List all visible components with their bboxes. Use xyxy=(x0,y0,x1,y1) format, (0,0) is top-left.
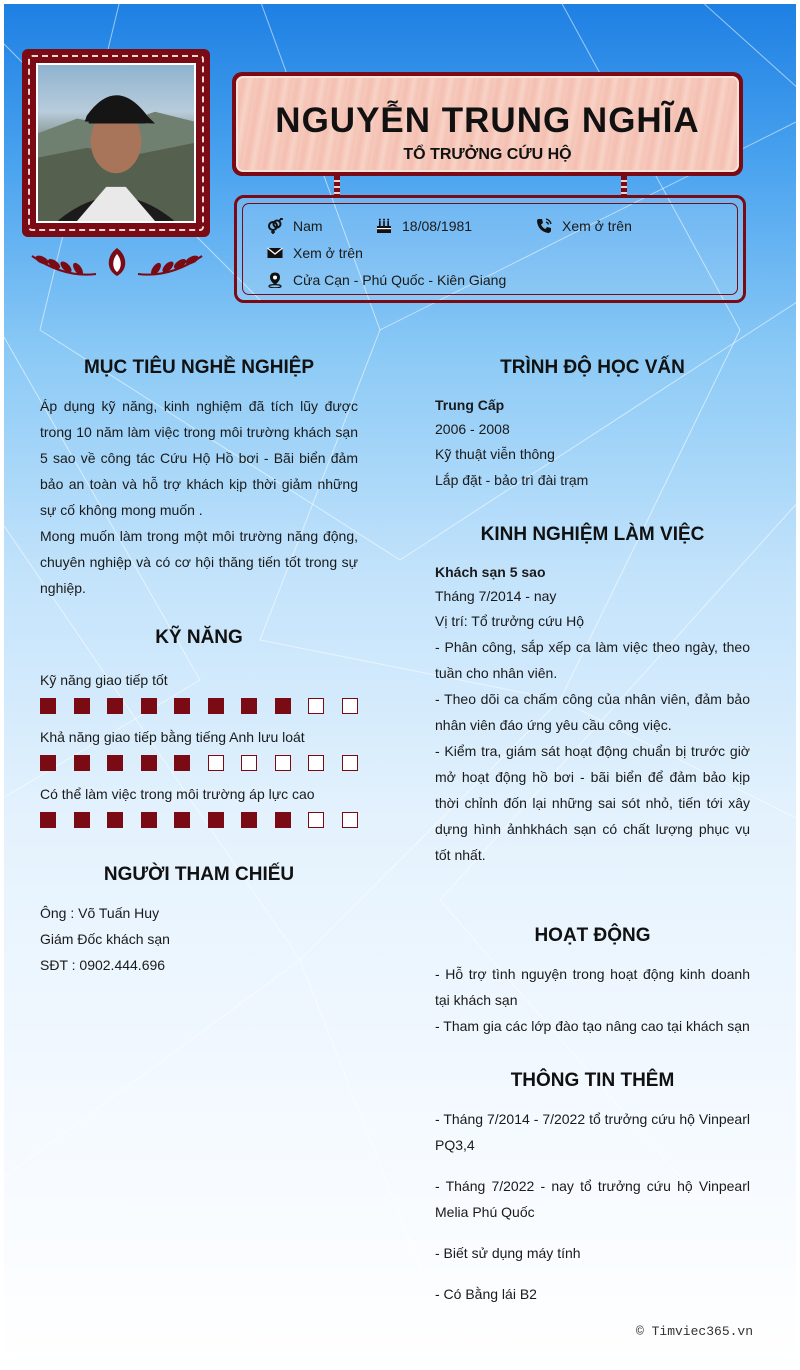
skill-square-filled xyxy=(74,698,90,714)
skill-square-filled xyxy=(241,698,257,714)
experience-role: Vị trí: Tổ trưởng cứu Hộ xyxy=(435,613,585,629)
reference-role: Giám Đốc khách sạn xyxy=(40,931,170,947)
activities-title: HOẠT ĐỘNG xyxy=(534,925,651,946)
skill-square-filled xyxy=(174,755,190,771)
chain-right xyxy=(621,176,627,196)
education-detail: Lắp đặt - bảo trì đài trạm xyxy=(435,472,589,488)
skill-square-empty xyxy=(342,755,358,771)
skill-square-filled xyxy=(141,755,157,771)
additional-info-item: - Tháng 7/2014 - 7/2022 tổ trưởng cứu hộ Vinpearl PQ3,4 xyxy=(435,1111,750,1153)
skill-square-filled xyxy=(275,812,291,828)
skill-square-filled xyxy=(208,812,224,828)
skill-square-filled xyxy=(141,698,157,714)
skill-square-filled xyxy=(40,698,56,714)
activity-item: - Tham gia các lớp đào tạo nâng cao tại khách sạn xyxy=(435,1018,750,1034)
contact-birthday: 18/08/1981 xyxy=(376,218,472,234)
skill-square-filled xyxy=(141,812,157,828)
skill-square-filled xyxy=(40,812,56,828)
skill-rating xyxy=(40,755,375,771)
copyright-footer: © Timviec365.vn xyxy=(636,1324,754,1339)
skill-square-filled xyxy=(74,755,90,771)
contact-phone: Xem ở trên xyxy=(536,218,632,234)
additional-info-item: - Tháng 7/2022 - nay tổ trưởng cứu hộ Vinpearl Melia Phú Quốc xyxy=(435,1178,750,1220)
skill-rating xyxy=(40,812,375,828)
contact-address: Cửa Cạn - Phú Quốc - Kiên Giang xyxy=(267,272,506,288)
skill-square-empty xyxy=(342,698,358,714)
reference-title: NGƯỜI THAM CHIẾU xyxy=(103,864,295,885)
experience-duty: - Phân công, sắp xếp ca làm việc theo ngày, theo tuần cho nhân viên. xyxy=(435,639,750,681)
reference-phone: SĐT : 0902.444.696 xyxy=(40,957,166,973)
objective-title: MỤC TIÊU NGHỀ NGHIỆP xyxy=(83,357,315,378)
skill-square-empty xyxy=(308,755,324,771)
objective-paragraph-1: Áp dụng kỹ năng, kinh nghiệm đã tích lũy được trong 10 năm làm việc trong môi trường khách sạn 5 sao về công tác Cứu Hộ Hồ bơi - Bãi biển đảm bảo an toàn và hỗ trợ khách kịp thời giảm những sự cố không mong muốn . xyxy=(40,398,358,518)
gender-icon xyxy=(267,218,283,234)
education-title: TRÌNH ĐỘ HỌC VẤN xyxy=(500,357,685,378)
skill-square-empty xyxy=(308,698,324,714)
skill-label: Khả năng giao tiếp bằng tiếng Anh lưu loát xyxy=(40,729,305,745)
reference-name: Ông : Võ Tuấn Huy xyxy=(40,905,160,921)
skill-square-filled xyxy=(275,698,291,714)
experience-title: KINH NGHIỆM LÀM VIỆC xyxy=(480,524,705,545)
skill-square-filled xyxy=(241,812,257,828)
skill-square-empty xyxy=(275,755,291,771)
candidate-position: TỔ TRƯỞNG CỨU HỘ xyxy=(403,146,572,163)
education-period: 2006 - 2008 xyxy=(435,421,510,437)
skill-square-filled xyxy=(40,755,56,771)
additional-info-item: - Biết sử dụng máy tính xyxy=(435,1245,581,1261)
chain-left xyxy=(334,176,340,196)
skills-title: KỸ NĂNG xyxy=(155,627,243,648)
skill-square-filled xyxy=(174,698,190,714)
skill-square-filled xyxy=(174,812,190,828)
experience-duty: - Kiểm tra, giám sát hoạt động chuẩn bị trước giờ mở hoạt động hồ bơi - bãi biển để đảm bảo kịp thời chỉnh đốn lại những sai sót nhỏ, tiến tới xây dựng hình ảnhkhách sạn có chất lượng phục vụ tốt nhất. xyxy=(435,743,750,863)
skill-square-filled xyxy=(74,812,90,828)
candidate-name: NGUYỄN TRUNG NGHĨA xyxy=(275,101,700,140)
skill-square-empty xyxy=(241,755,257,771)
contact-box xyxy=(234,195,746,303)
skill-square-filled xyxy=(107,812,123,828)
additional-info-title: THÔNG TIN THÊM xyxy=(510,1070,675,1091)
skill-square-empty xyxy=(208,755,224,771)
skill-square-filled xyxy=(208,698,224,714)
activity-item: - Hỗ trợ tình nguyện trong hoạt động kinh doanh tại khách sạn xyxy=(435,966,750,1008)
envelope-icon xyxy=(267,245,283,261)
profile-photo-frame xyxy=(22,49,210,237)
skill-square-empty xyxy=(342,812,358,828)
skill-square-filled xyxy=(107,698,123,714)
birthday-cake-icon xyxy=(376,218,392,234)
education-level: Trung Cấp xyxy=(435,397,505,413)
profile-photo xyxy=(36,63,196,223)
laurel-ornament-icon xyxy=(24,240,210,280)
skill-square-filled xyxy=(107,755,123,771)
contact-email: Xem ở trên xyxy=(267,245,363,261)
education-major: Kỹ thuật viễn thông xyxy=(435,446,555,462)
additional-info-item: - Có Bằng lái B2 xyxy=(435,1286,537,1302)
skill-square-empty xyxy=(308,812,324,828)
experience-period: Tháng 7/2014 - nay xyxy=(435,588,557,604)
objective-paragraph-2: Mong muốn làm trong một môi trường năng động, chuyên nghiệp và có cơ hội thăng tiến tốt trong sự nghiệp. xyxy=(40,528,358,596)
skill-label: Kỹ năng giao tiếp tốt xyxy=(40,672,168,688)
name-plate xyxy=(232,72,743,176)
contact-gender: Nam xyxy=(267,218,323,234)
location-pin-icon xyxy=(267,272,283,288)
experience-duty: - Theo dõi ca chấm công của nhân viên, đảm bảo nhân viên đáo ứng yêu cầu công việc. xyxy=(435,691,750,733)
skill-label: Có thể làm việc trong môi trường áp lực cao xyxy=(40,786,315,802)
skill-rating xyxy=(40,698,375,714)
phone-icon xyxy=(536,218,552,234)
experience-company: Khách sạn 5 sao xyxy=(435,564,546,580)
